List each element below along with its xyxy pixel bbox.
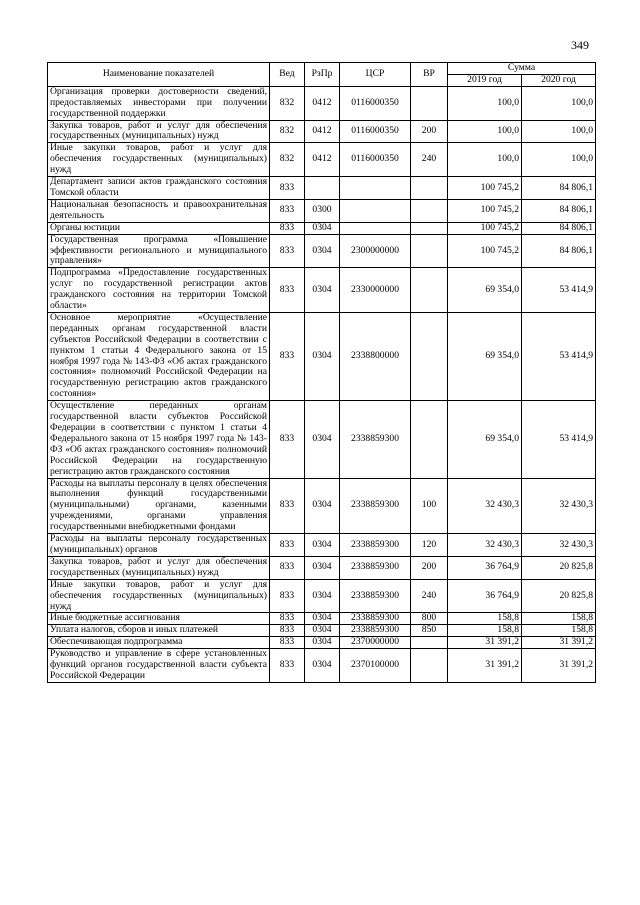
cell-y2019: 100,0: [448, 120, 522, 143]
cell-ved: 833: [270, 199, 305, 222]
cell-rzpr: 0412: [305, 120, 340, 143]
cell-name: Обеспечивающая подпрограмма: [48, 637, 270, 649]
cell-y2019: 100,0: [448, 86, 522, 120]
cell-ved: 833: [270, 649, 305, 683]
table-row: [48, 556, 596, 579]
cell-vr: [411, 401, 448, 478]
cell-rzpr: 0304: [305, 401, 340, 478]
cell-ved: 833: [270, 556, 305, 579]
header-name: Наименование показателей: [48, 63, 270, 87]
cell-csr: 2370000000: [340, 637, 411, 649]
cell-csr: 0116000350: [340, 143, 411, 177]
table-row: [48, 478, 596, 534]
table-row: [48, 625, 596, 637]
cell-ved: 833: [270, 222, 305, 234]
cell-y2020: 53 414,9: [522, 312, 596, 400]
cell-csr: [340, 177, 411, 200]
cell-rzpr: 0304: [305, 222, 340, 234]
cell-name: Закупка товаров, работ и услуг для обеспечения государственных (муниципальных) нужд: [48, 120, 270, 143]
cell-y2020: 32 430,3: [522, 478, 596, 534]
cell-rzpr: 0304: [305, 579, 340, 613]
table-row: [48, 86, 596, 120]
cell-name: Организация проверки достоверности сведений, предоставляемых инвесторами при получении государственной поддержки: [48, 86, 270, 120]
cell-y2020: 20 825,8: [522, 579, 596, 613]
cell-y2020: 31 391,2: [522, 649, 596, 683]
cell-name: Иные закупки товаров, работ и услуг для обеспечения государственных (муниципальных) нужд: [48, 579, 270, 613]
table-body: [48, 86, 596, 682]
cell-y2019: 31 391,2: [448, 649, 522, 683]
cell-y2020: 158,8: [522, 613, 596, 625]
cell-csr: 2330000000: [340, 268, 411, 313]
cell-rzpr: 0304: [305, 637, 340, 649]
cell-y2020: 53 414,9: [522, 401, 596, 478]
cell-rzpr: 0304: [305, 312, 340, 400]
cell-vr: [411, 637, 448, 649]
cell-y2020: 84 806,1: [522, 199, 596, 222]
table-row: [48, 312, 596, 400]
cell-y2019: 69 354,0: [448, 268, 522, 313]
cell-csr: 2338859300: [340, 401, 411, 478]
cell-name: Органы юстиции: [48, 222, 270, 234]
cell-ved: 833: [270, 268, 305, 313]
cell-ved: 833: [270, 401, 305, 478]
cell-y2019: 100 745,2: [448, 199, 522, 222]
cell-rzpr: 0304: [305, 556, 340, 579]
table-row: [48, 637, 596, 649]
cell-csr: 2338859300: [340, 625, 411, 637]
cell-vr: 120: [411, 534, 448, 557]
cell-name: Осуществление переданных органам государственной власти субъектов Российской Федерации в соответствии с пунктом 1 статьи 4 Федерального закона от 15 ноября 1997 года № 143-ФЗ «Об актах гражданского состояния» полномочий Российской Федерации на государственную регистрацию актов гражданского состояния: [48, 401, 270, 478]
header-rzpr: РзПр: [305, 63, 340, 87]
cell-rzpr: 0304: [305, 268, 340, 313]
cell-y2020: 53 414,9: [522, 268, 596, 313]
cell-vr: [411, 234, 448, 268]
cell-csr: [340, 222, 411, 234]
cell-ved: 833: [270, 177, 305, 200]
cell-csr: 2338800000: [340, 312, 411, 400]
cell-csr: 2338859300: [340, 579, 411, 613]
header-vr: ВР: [411, 63, 448, 87]
cell-name: Иные закупки товаров, работ и услуг для обеспечения государственных (муниципальных) нужд: [48, 143, 270, 177]
cell-name: Уплата налогов, сборов и иных платежей: [48, 625, 270, 637]
cell-vr: 100: [411, 478, 448, 534]
cell-y2020: 100,0: [522, 120, 596, 143]
cell-name: Подпрограмма «Предоставление государственных услуг по государственной регистрации актов гражданского состояния на территории Томской области»: [48, 268, 270, 313]
budget-table: [47, 62, 596, 683]
header-2020: 2020 год: [522, 74, 596, 86]
cell-vr: 800: [411, 613, 448, 625]
cell-vr: 850: [411, 625, 448, 637]
cell-rzpr: 0304: [305, 534, 340, 557]
cell-vr: 200: [411, 120, 448, 143]
cell-ved: 833: [270, 234, 305, 268]
cell-csr: 2300000000: [340, 234, 411, 268]
table-row: [48, 579, 596, 613]
cell-ved: 833: [270, 534, 305, 557]
cell-csr: 0116000350: [340, 86, 411, 120]
table-row: [48, 120, 596, 143]
cell-rzpr: 0304: [305, 613, 340, 625]
cell-y2019: 100 745,2: [448, 177, 522, 200]
cell-name: Закупка товаров, работ и услуг для обеспечения государственных (муниципальных) нужд: [48, 556, 270, 579]
cell-ved: 833: [270, 478, 305, 534]
cell-y2020: 158,8: [522, 625, 596, 637]
cell-vr: [411, 222, 448, 234]
cell-y2019: 100 745,2: [448, 222, 522, 234]
cell-vr: [411, 268, 448, 313]
cell-csr: 2338859300: [340, 534, 411, 557]
table-row: [48, 199, 596, 222]
cell-y2020: 84 806,1: [522, 234, 596, 268]
cell-csr: 2338859300: [340, 613, 411, 625]
cell-y2019: 100,0: [448, 143, 522, 177]
cell-rzpr: 0304: [305, 649, 340, 683]
cell-vr: 240: [411, 579, 448, 613]
cell-vr: [411, 312, 448, 400]
table-row: [48, 613, 596, 625]
cell-vr: [411, 86, 448, 120]
cell-ved: 832: [270, 86, 305, 120]
cell-ved: 833: [270, 625, 305, 637]
cell-ved: 833: [270, 613, 305, 625]
cell-ved: 833: [270, 312, 305, 400]
cell-rzpr: 0300: [305, 199, 340, 222]
cell-ved: 832: [270, 120, 305, 143]
cell-y2019: 158,8: [448, 625, 522, 637]
cell-csr: 2338859300: [340, 556, 411, 579]
cell-csr: 2370100000: [340, 649, 411, 683]
cell-ved: 833: [270, 579, 305, 613]
cell-csr: 2338859300: [340, 478, 411, 534]
table-row: [48, 234, 596, 268]
table-row: [48, 222, 596, 234]
cell-vr: 240: [411, 143, 448, 177]
table-row: [48, 177, 596, 200]
cell-rzpr: 0412: [305, 86, 340, 120]
cell-y2019: 100 745,2: [448, 234, 522, 268]
cell-ved: 832: [270, 143, 305, 177]
cell-csr: [340, 199, 411, 222]
cell-y2019: 31 391,2: [448, 637, 522, 649]
cell-rzpr: [305, 177, 340, 200]
cell-y2019: 36 764,9: [448, 556, 522, 579]
cell-y2020: 84 806,1: [522, 177, 596, 200]
header-row-top: [48, 63, 596, 75]
cell-vr: [411, 199, 448, 222]
cell-y2019: 69 354,0: [448, 401, 522, 478]
cell-name: Государственная программа «Повышение эффективности регионального и муниципального управления»: [48, 234, 270, 268]
cell-rzpr: 0412: [305, 143, 340, 177]
cell-name: Иные бюджетные ассигнования: [48, 613, 270, 625]
cell-name: Департамент записи актов гражданского состояния Томской области: [48, 177, 270, 200]
header-csr: ЦСР: [340, 63, 411, 87]
cell-y2020: 100,0: [522, 143, 596, 177]
header-ved: Вед: [270, 63, 305, 87]
table-row: [48, 401, 596, 478]
header-2019: 2019 год: [448, 74, 522, 86]
cell-y2019: 158,8: [448, 613, 522, 625]
cell-vr: [411, 177, 448, 200]
cell-y2020: 32 430,3: [522, 534, 596, 557]
table-row: [48, 649, 596, 683]
cell-y2019: 36 764,9: [448, 579, 522, 613]
cell-name: Основное мероприятие «Осуществление переданных органам государственной власти субъектов Российской Федерации в соответствии с пунктом 1 статьи 4 Федерального закона от 15 ноября 1997 года № 143-ФЗ «Об актах гражданского состояния» полномочий Российской Федерации на государственную регистрацию актов гражданского состояния»: [48, 312, 270, 400]
table-row: [48, 143, 596, 177]
cell-name: Расходы на выплаты персоналу государственных (муниципальных) органов: [48, 534, 270, 557]
page-number: 349: [571, 38, 589, 52]
cell-y2020: 84 806,1: [522, 222, 596, 234]
table-row: [48, 534, 596, 557]
header-sum: Сумма: [448, 63, 596, 75]
cell-y2019: 69 354,0: [448, 312, 522, 400]
cell-y2020: 100,0: [522, 86, 596, 120]
cell-y2019: 32 430,3: [448, 534, 522, 557]
cell-y2020: 31 391,2: [522, 637, 596, 649]
cell-rzpr: 0304: [305, 478, 340, 534]
cell-rzpr: 0304: [305, 234, 340, 268]
cell-vr: [411, 649, 448, 683]
cell-y2019: 32 430,3: [448, 478, 522, 534]
cell-csr: 0116000350: [340, 120, 411, 143]
cell-name: Руководство и управление в сфере установленных функций органов государственной власти субъекта Российской Федерации: [48, 649, 270, 683]
cell-ved: 833: [270, 637, 305, 649]
table-row: [48, 268, 596, 313]
cell-name: Национальная безопасность и правоохранительная деятельность: [48, 199, 270, 222]
cell-rzpr: 0304: [305, 625, 340, 637]
cell-y2020: 20 825,8: [522, 556, 596, 579]
cell-name: Расходы на выплаты персоналу в целях обеспечения выполнения функций государственными (муниципальными) органами, казенными учреждениями, органами управления государственными внебюджетными фондами: [48, 478, 270, 534]
cell-vr: 200: [411, 556, 448, 579]
